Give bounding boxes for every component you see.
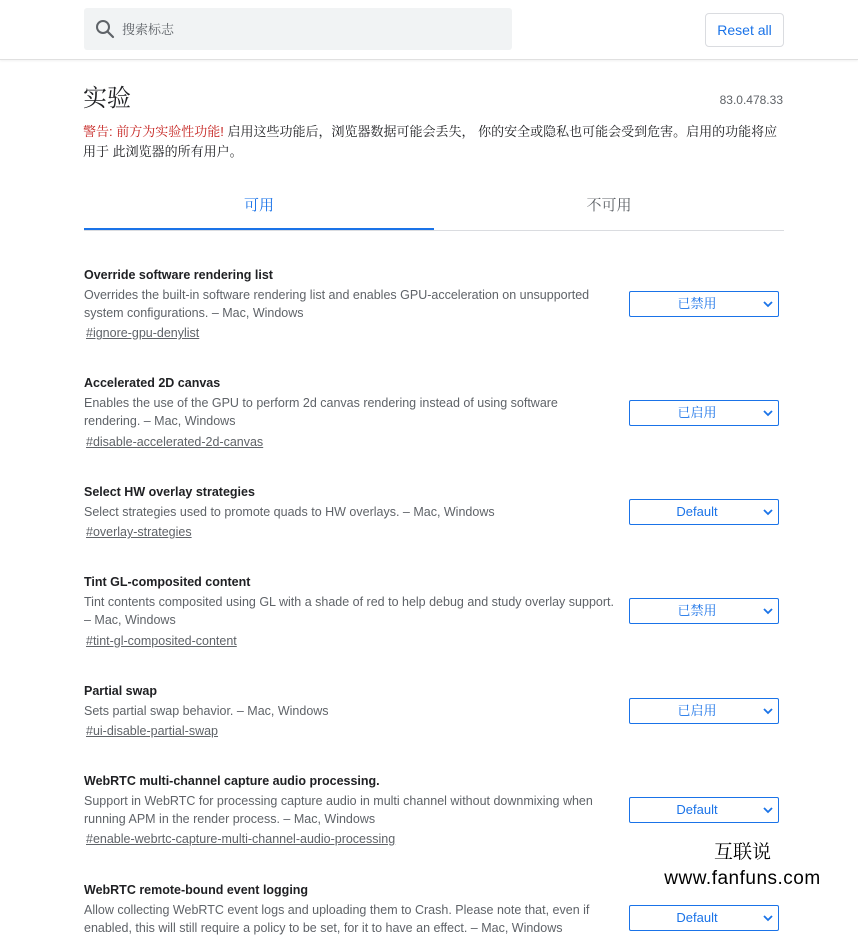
warning-prefix: 警告: 前方为实验性功能! — [83, 124, 224, 139]
flag-select[interactable] — [629, 400, 779, 426]
flag-title: Partial swap — [84, 684, 157, 698]
flag-select-value: 已禁用 — [677, 603, 717, 618]
flag-title: Override software rendering list — [84, 268, 273, 282]
flag-title: WebRTC multi-channel capture audio processing. — [84, 774, 380, 788]
flag-select-value: 已启用 — [677, 405, 717, 420]
page-title: 实验 — [83, 85, 131, 112]
chevron-down-icon — [763, 300, 773, 308]
flag-description: Enables the use of the GPU to perform 2d canvas rendering instead of using software rendering. – Mac, Windows — [84, 396, 558, 428]
top-bar — [0, 0, 858, 60]
flag-link[interactable]: #ui-disable-partial-swap — [86, 724, 219, 738]
chevron-down-icon — [763, 607, 773, 615]
chevron-down-icon — [763, 409, 773, 417]
flag-select-value: Default — [676, 910, 718, 925]
reset-all-button[interactable]: Reset all — [705, 13, 784, 47]
flag-select[interactable] — [629, 291, 779, 317]
flag-title: WebRTC remote-bound event logging — [84, 883, 309, 897]
flag-description: Allow collecting WebRTC event logs and uploading them to Crash. Please note that, even if enabled, this will still require a policy to be set, for it to have an effect. – Mac, Windows — [84, 903, 590, 935]
flag-select-value: 已禁用 — [677, 296, 717, 311]
watermark-brand: 互联说 — [713, 842, 771, 863]
flag-link[interactable]: #enable-webrtc-capture-multi-channel-audio-processing — [86, 832, 396, 846]
flag-select[interactable] — [629, 797, 779, 823]
version-label: 83.0.478.33 — [719, 93, 783, 107]
flag-select[interactable] — [629, 499, 779, 525]
flag-description: Tint contents composited using GL with a shade of red to help debug and study overlay support. – Mac, Windows — [84, 595, 614, 627]
search-icon — [95, 19, 115, 39]
chevron-down-icon — [763, 508, 773, 516]
flag-title: Tint GL-composited content — [84, 575, 251, 589]
flag-select-value: 已启用 — [677, 703, 717, 718]
flag-select-value: Default — [676, 504, 718, 519]
watermark-url: www.fanfuns.com — [664, 868, 821, 889]
watermark — [650, 840, 835, 892]
flag-title: Accelerated 2D canvas — [84, 376, 221, 390]
flag-title: Select HW overlay strategies — [84, 485, 255, 499]
flag-select[interactable] — [629, 698, 779, 724]
chevron-down-icon — [763, 707, 773, 715]
flag-link[interactable]: #disable-accelerated-2d-canvas — [86, 435, 264, 449]
chevron-down-icon — [763, 914, 773, 922]
flag-link[interactable]: #ignore-gpu-denylist — [86, 326, 200, 340]
flag-select-value: Default — [676, 802, 718, 817]
chevron-down-icon — [763, 806, 773, 814]
flag-link[interactable]: #overlay-strategies — [86, 525, 192, 539]
warning-message — [83, 122, 783, 162]
search-input[interactable] — [122, 8, 502, 50]
flag-description: Select strategies used to promote quads to HW overlays. – Mac, Windows — [84, 505, 495, 519]
flag-description: Support in WebRTC for processing capture audio in multi channel without downmixing when running APM in the render process. – Mac, Windows — [84, 794, 593, 826]
flag-description: Sets partial swap behavior. – Mac, Windows — [84, 704, 329, 718]
tab-available[interactable]: 可用 — [84, 186, 434, 230]
tab-bar — [84, 186, 784, 231]
search-box[interactable] — [84, 8, 512, 50]
flag-select[interactable] — [629, 905, 779, 931]
flag-link[interactable]: #tint-gl-composited-content — [86, 634, 237, 648]
flag-description: Overrides the built-in software rendering list and enables GPU-acceleration on unsupported system configurations. – Mac, Windows — [84, 288, 590, 320]
warning-text: 启用这些功能后，浏览器数据可能会丢失， 你的安全或隐私也可能会受到危害。启用的功能将应用于 此浏览器的所有用户。 — [83, 124, 778, 159]
flag-select[interactable] — [629, 598, 779, 624]
tab-unavailable[interactable]: 不可用 — [586, 197, 632, 214]
